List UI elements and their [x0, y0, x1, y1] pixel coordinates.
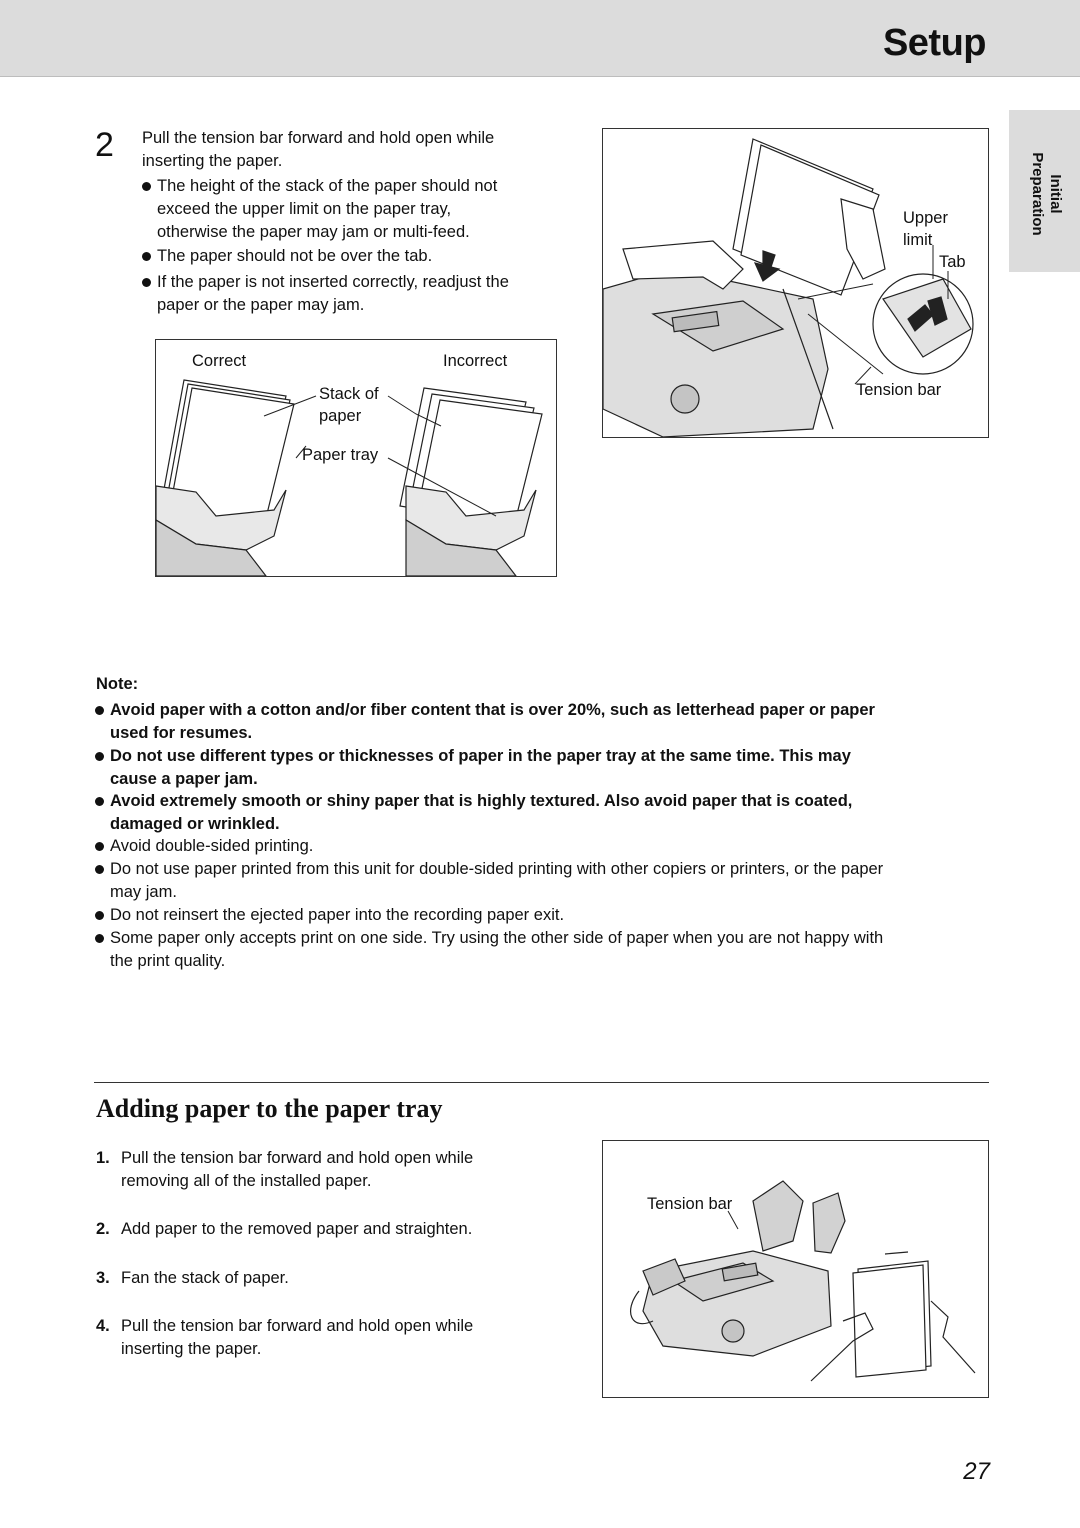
step2-bullet-1: [157, 175, 497, 244]
step2-bullet-3: [157, 271, 509, 317]
bullet-line: The height of the stack of the paper should not: [157, 177, 498, 195]
note-item-1: [110, 699, 980, 745]
note-item-2: [110, 745, 980, 791]
side-tab-line2: Preparation: [1029, 152, 1046, 236]
note-item-7: [110, 927, 980, 973]
label-tab: Tab: [939, 253, 966, 271]
note-item-3: [110, 790, 980, 836]
bullet-line: exceed the upper limit on the paper tray,: [157, 200, 452, 218]
note-item-6: [110, 904, 980, 927]
note-item-4: [110, 835, 980, 858]
label-upper: Upper: [903, 209, 948, 227]
note-line: cause a paper jam.: [110, 770, 258, 788]
fax-adding-paper-illustration: [603, 1141, 988, 1397]
bullet-line: paper or the paper may jam.: [157, 296, 365, 314]
figure-tension-bar: [602, 128, 989, 438]
step-line: Pull the tension bar forward and hold open while: [121, 1317, 474, 1335]
section-title: Adding paper to the paper tray: [96, 1094, 443, 1123]
step2-bullet-2: [157, 245, 432, 268]
note-line: Do not use different types or thicknesses of paper in the paper tray at the same time. This may: [110, 747, 851, 765]
step2-text-line1: Pull the tension bar forward and hold open while: [142, 129, 495, 147]
step-line: removing all of the installed paper.: [121, 1172, 372, 1190]
section-step-3: [96, 1267, 521, 1290]
section-side-tab: [1009, 110, 1080, 272]
step-line: Fan the stack of paper.: [121, 1269, 289, 1287]
label-limit: limit: [903, 231, 933, 249]
section-divider: [94, 1082, 989, 1083]
section-step-1: [96, 1147, 521, 1193]
step-line: inserting the paper.: [121, 1340, 262, 1358]
note-line: Some paper only accepts print on one side. Try using the other side of paper when you are not happy with: [110, 929, 884, 947]
note-line: used for resumes.: [110, 724, 253, 742]
page-number: 27: [963, 1458, 990, 1485]
label-tension-bar: Tension bar: [856, 381, 942, 399]
note-line: Do not use paper printed from this unit for double-sided printing with other copiers or printers, or the paper: [110, 860, 884, 878]
step-number: 2: [95, 126, 114, 164]
figure-adding-paper: [602, 1140, 989, 1398]
note-line: may jam.: [110, 883, 177, 901]
step-index: 2.: [96, 1220, 110, 1238]
figure-correct-incorrect: [155, 339, 557, 577]
section-step-2: [96, 1218, 521, 1241]
note-line: Avoid paper with a cotton and/or fiber content that is over 20%, such as letterhead paper or paper: [110, 701, 875, 719]
step-index: 3.: [96, 1269, 110, 1287]
step-line: Add paper to the removed paper and straighten.: [121, 1220, 473, 1238]
section-step-4: [96, 1315, 521, 1361]
label-stack-of: Stack of: [319, 385, 379, 403]
step-line: Pull the tension bar forward and hold open while: [121, 1149, 474, 1167]
label-incorrect: Incorrect: [443, 352, 508, 370]
label-tension-bar: Tension bar: [647, 1195, 733, 1213]
step-index: 4.: [96, 1317, 110, 1335]
label-paper-tray: Paper tray: [302, 446, 379, 464]
step2-text-line2: inserting the paper.: [142, 152, 283, 170]
bullet-line: otherwise the paper may jam or multi-feed.: [157, 223, 470, 241]
step-index: 1.: [96, 1149, 110, 1167]
note-line: the print quality.: [110, 952, 226, 970]
note-line: damaged or wrinkled.: [110, 815, 280, 833]
label-paper: paper: [319, 407, 362, 425]
side-tab-text: [1028, 152, 1064, 235]
bullet-line: If the paper is not inserted correctly, readjust the: [157, 273, 509, 291]
page-title: Setup: [882, 22, 986, 64]
note-title: Note:: [96, 675, 139, 693]
note-line: Avoid extremely smooth or shiny paper that is highly textured. Also avoid paper that is coated,: [110, 792, 853, 810]
header-band: [0, 0, 1080, 77]
note-item-5: [110, 858, 980, 904]
side-tab-line1: Initial: [1047, 174, 1064, 214]
note-line: Avoid double-sided printing.: [110, 837, 314, 855]
label-correct: Correct: [192, 352, 247, 370]
note-line: Do not reinsert the ejected paper into the recording paper exit.: [110, 906, 565, 924]
bullet-line: The paper should not be over the tab.: [157, 247, 433, 265]
